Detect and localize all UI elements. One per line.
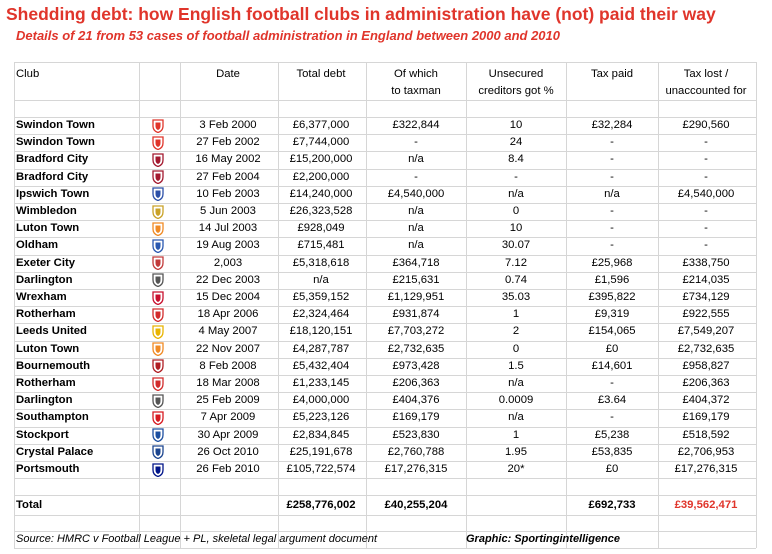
total-debt-cell: £6,377,000 (292, 119, 350, 131)
club-name: Exeter City (16, 256, 76, 269)
date-cell: 18 Mar 2008 (196, 377, 260, 389)
taxman-cell: n/a (408, 222, 424, 235)
date-cell: 18 Apr 2006 (197, 308, 259, 321)
total-debt-cell: £14,240,000 (289, 187, 353, 200)
grid-hline (14, 134, 756, 135)
total-tax-lost-value: £39,562,471 (674, 499, 738, 511)
date-cell: 27 Feb 2004 (196, 170, 260, 183)
grid-hline (14, 272, 756, 273)
unsecured-cell: 1 (512, 428, 520, 441)
taxman-cell: - (414, 170, 418, 183)
total-debt-cell: £5,318,618 (292, 256, 350, 269)
taxman-cell: n/a (408, 153, 424, 166)
header-total-debt: Total debt (296, 68, 346, 80)
grid-vline (566, 62, 567, 548)
grid-hline (14, 375, 756, 376)
tax-lost-cell: £7,549,207 (677, 325, 735, 338)
tax-lost-cell: £338,750 (682, 256, 730, 269)
taxman-cell: £206,363 (392, 377, 440, 389)
grid-hline (14, 427, 756, 428)
unsecured-cell: 8.4 (508, 153, 524, 166)
tax-paid-cell: £395,822 (588, 291, 636, 303)
tax-lost-cell: £922,555 (682, 308, 730, 321)
header-tax-lost-2: unaccounted for (665, 85, 747, 97)
grid-hline (14, 515, 756, 516)
taxman-cell: £215,631 (392, 273, 440, 286)
date-cell: 5 Jun 2003 (200, 205, 256, 217)
header-club: Club (16, 68, 40, 80)
grid-vline (466, 62, 467, 548)
tax-paid-cell: £1,596 (594, 273, 630, 286)
unsecured-cell: 0.0009 (498, 394, 534, 407)
tax-lost-cell: £734,129 (682, 291, 730, 303)
taxman-cell: £7,703,272 (387, 325, 445, 338)
header-unsecured-2: creditors got % (478, 85, 554, 97)
unsecured-cell: 2 (512, 325, 520, 338)
date-cell: 10 Feb 2003 (196, 187, 260, 200)
header-tax-lost-1: Tax lost / (683, 68, 729, 80)
grid-hline (14, 220, 756, 221)
total-debt-cell: £928,049 (297, 222, 345, 235)
club-crest-icon (152, 256, 164, 270)
date-cell: 14 Jul 2003 (198, 222, 258, 235)
unsecured-cell: n/a (508, 377, 524, 389)
grid-hline (14, 358, 756, 359)
unsecured-cell: n/a (508, 187, 524, 200)
tax-lost-cell: £290,560 (682, 119, 730, 131)
taxman-cell: £17,276,315 (384, 463, 448, 475)
header-date: Date (216, 68, 240, 80)
date-cell: 19 Aug 2003 (196, 239, 260, 252)
club-name: Oldham (16, 239, 59, 252)
taxman-cell: £364,718 (392, 256, 440, 269)
grid-hline (14, 151, 756, 152)
club-crest-icon (152, 170, 164, 184)
tax-paid-cell: - (610, 205, 614, 217)
total-debt-cell: £18,120,151 (289, 325, 353, 338)
page-title: Shedding debt: how English football clubs in administration have (not) paid their way (6, 4, 716, 24)
grid-hline (14, 237, 756, 238)
taxman-cell: £2,760,788 (387, 445, 445, 458)
date-cell: 7 Apr 2009 (200, 411, 256, 424)
tax-paid-cell: £53,835 (591, 445, 633, 458)
taxman-cell: £404,376 (392, 394, 440, 407)
tax-paid-cell: £5,238 (594, 428, 630, 441)
total-debt-cell: n/a (313, 273, 329, 286)
tax-paid-cell: - (610, 170, 614, 183)
taxman-cell: - (414, 136, 418, 149)
total-debt-cell: £4,287,787 (292, 342, 350, 355)
total-debt-value: £258,776,002 (286, 499, 356, 511)
taxman-cell: £523,830 (392, 428, 440, 441)
club-name: Wimbledon (16, 205, 77, 217)
header-taxman-1: Of which (394, 68, 438, 80)
club-name: Swindon Town (16, 119, 95, 131)
tax-paid-cell: £14,601 (591, 359, 633, 372)
date-cell: 25 Feb 2009 (196, 394, 260, 407)
unsecured-cell: 1 (512, 308, 520, 321)
total-debt-cell: £4,000,000 (292, 394, 350, 407)
club-crest-icon (152, 273, 164, 287)
tax-lost-cell: £2,706,953 (677, 445, 735, 458)
tax-paid-cell: - (610, 222, 614, 235)
date-cell: 16 May 2002 (195, 153, 261, 166)
tax-lost-cell: £206,363 (682, 377, 730, 389)
club-crest-icon (152, 136, 164, 150)
tax-lost-cell: - (704, 170, 708, 183)
grid-hline (14, 169, 756, 170)
taxman-cell: £2,732,635 (387, 342, 445, 355)
unsecured-cell: 24 (509, 136, 523, 149)
unsecured-cell: - (514, 170, 518, 183)
unsecured-cell: 30.07 (501, 239, 531, 252)
taxman-cell: n/a (408, 205, 424, 217)
taxman-cell: £169,179 (392, 411, 440, 424)
total-debt-cell: £25,191,678 (289, 445, 353, 458)
date-cell: 27 Feb 2002 (196, 136, 260, 149)
club-name: Ipswich Town (16, 187, 90, 200)
tax-paid-cell: - (610, 136, 614, 149)
unsecured-cell: 1.95 (505, 445, 527, 458)
total-label: Total (16, 499, 43, 511)
unsecured-cell: 0 (512, 205, 520, 217)
tax-lost-cell: - (704, 153, 708, 166)
total-debt-cell: £2,200,000 (292, 170, 350, 183)
taxman-cell: n/a (408, 239, 424, 252)
club-name: Portsmouth (16, 463, 80, 475)
tax-paid-cell: £0 (605, 463, 619, 475)
club-name: Darlington (16, 273, 73, 286)
taxman-cell: £322,844 (392, 119, 440, 131)
club-crest-icon (152, 291, 164, 305)
taxman-cell: £4,540,000 (387, 187, 445, 200)
club-crest-icon (152, 239, 164, 253)
unsecured-cell: 1.5 (508, 359, 524, 372)
club-crest-icon (152, 153, 164, 167)
grid-hline (14, 461, 756, 462)
club-crest-icon (152, 308, 164, 322)
club-name: Rotherham (16, 308, 76, 321)
tax-paid-cell: £154,065 (588, 325, 636, 338)
unsecured-cell: 0.74 (505, 273, 527, 286)
total-debt-cell: £26,323,528 (289, 205, 353, 217)
tax-lost-cell: £214,035 (682, 273, 730, 286)
grid-hline (14, 548, 756, 549)
tax-paid-cell: - (610, 239, 614, 252)
date-cell: 2,003 (213, 256, 243, 269)
tax-lost-cell: £518,592 (682, 428, 730, 441)
tax-paid-cell: £0 (605, 342, 619, 355)
date-cell: 8 Feb 2008 (199, 359, 257, 372)
grid-hline (14, 323, 756, 324)
grid-vline (278, 62, 279, 548)
club-crest-icon (152, 428, 164, 442)
tax-paid-cell: £25,968 (591, 256, 633, 269)
date-cell: 30 Apr 2009 (197, 428, 259, 441)
tax-lost-cell: £2,732,635 (677, 342, 735, 355)
header-taxman-2: to taxman (391, 85, 441, 97)
club-name: Swindon Town (16, 136, 95, 149)
total-debt-cell: £15,200,000 (289, 153, 353, 166)
tax-lost-cell: £4,540,000 (677, 187, 735, 200)
grid-hline (14, 289, 756, 290)
tax-paid-cell: - (610, 411, 614, 424)
tax-lost-cell: £17,276,315 (674, 463, 738, 475)
grid-vline (756, 62, 757, 548)
grid-hline (14, 100, 756, 101)
club-crest-icon (152, 445, 164, 459)
tax-paid-cell: n/a (604, 187, 620, 200)
club-name: Wrexham (16, 291, 67, 303)
club-crest-icon (152, 187, 164, 201)
date-cell: 4 May 2007 (198, 325, 258, 338)
date-cell: 3 Feb 2000 (199, 119, 257, 131)
grid-hline (14, 478, 756, 479)
taxman-cell: £931,874 (392, 308, 440, 321)
page-subtitle: Details of 21 from 53 cases of football administration in England between 2000 and 2010 (16, 28, 560, 43)
grid-hline (14, 531, 756, 532)
tax-paid-cell: £32,284 (591, 119, 633, 131)
club-crest-icon (152, 463, 164, 477)
grid-hline (14, 203, 756, 204)
club-crest-icon (152, 342, 164, 356)
tax-lost-cell: - (704, 239, 708, 252)
date-cell: 15 Dec 2004 (195, 291, 261, 303)
club-name: Darlington (16, 394, 73, 407)
grid-hline (14, 409, 756, 410)
header-tax-paid: Tax paid (590, 68, 634, 80)
total-debt-cell: £5,359,152 (292, 291, 350, 303)
total-debt-cell: £5,432,404 (292, 359, 350, 372)
grid-hline (14, 117, 756, 118)
club-name: Luton Town (16, 342, 80, 355)
tax-lost-cell: £958,827 (682, 359, 730, 372)
grid-hline (14, 495, 756, 496)
grid-hline (14, 306, 756, 307)
unsecured-cell: 20* (507, 463, 525, 475)
club-crest-icon (152, 394, 164, 408)
graphic-credit: Graphic: Sportingintelligence (466, 533, 621, 545)
club-name: Leeds United (16, 325, 87, 338)
date-cell: 22 Nov 2007 (195, 342, 261, 355)
taxman-cell: £973,428 (392, 359, 440, 372)
grid-vline (139, 62, 140, 548)
grid-hline (14, 186, 756, 187)
grid-hline (14, 392, 756, 393)
header-unsecured-1: Unsecured (488, 68, 544, 80)
grid-hline (14, 255, 756, 256)
club-crest-icon (152, 325, 164, 339)
unsecured-cell: 10 (509, 222, 523, 235)
unsecured-cell: 10 (509, 119, 523, 131)
club-crest-icon (152, 359, 164, 373)
grid-hline (14, 62, 756, 63)
tax-paid-cell: £9,319 (594, 308, 630, 321)
grid-vline (14, 62, 15, 548)
total-taxman-value: £40,255,204 (384, 499, 448, 511)
grid-vline (658, 62, 659, 548)
total-debt-cell: £2,324,464 (292, 308, 350, 321)
grid-hline (14, 444, 756, 445)
tax-lost-cell: - (704, 205, 708, 217)
club-name: Southampton (16, 411, 89, 424)
club-name: Luton Town (16, 222, 80, 235)
club-crest-icon (152, 411, 164, 425)
tax-paid-cell: - (610, 153, 614, 166)
total-debt-cell: £1,233,145 (292, 377, 350, 389)
total-tax-paid-value: £692,733 (588, 499, 636, 511)
tax-lost-cell: - (704, 136, 708, 149)
total-debt-cell: £2,834,845 (292, 428, 350, 441)
unsecured-cell: 35.03 (501, 291, 531, 303)
tax-lost-cell: £404,372 (682, 394, 730, 407)
total-debt-cell: £7,744,000 (292, 136, 350, 149)
tax-lost-cell: £169,179 (682, 411, 730, 424)
total-debt-cell: £105,722,574 (286, 463, 356, 475)
grid-vline (366, 62, 367, 548)
club-name: Rotherham (16, 377, 76, 389)
source-note: Source: HMRC v Football League + PL, skeletal legal argument document (16, 533, 378, 545)
club-name: Bradford City (16, 153, 89, 166)
date-cell: 26 Feb 2010 (196, 463, 260, 475)
club-name: Bradford City (16, 170, 89, 183)
club-name: Crystal Palace (16, 445, 94, 458)
unsecured-cell: n/a (508, 411, 524, 424)
total-debt-cell: £715,481 (297, 239, 345, 252)
tax-paid-cell: - (610, 377, 614, 389)
taxman-cell: £1,129,951 (387, 291, 445, 303)
club-crest-icon (152, 119, 164, 133)
grid-hline (14, 341, 756, 342)
club-crest-icon (152, 377, 164, 391)
date-cell: 22 Dec 2003 (195, 273, 261, 286)
club-crest-icon (152, 205, 164, 219)
club-name: Bournemouth (16, 359, 91, 372)
date-cell: 26 Oct 2010 (197, 445, 259, 458)
total-debt-cell: £5,223,126 (292, 411, 350, 424)
unsecured-cell: 7.12 (505, 256, 527, 269)
grid-vline (180, 62, 181, 548)
unsecured-cell: 0 (512, 342, 520, 355)
tax-lost-cell: - (704, 222, 708, 235)
club-crest-icon (152, 222, 164, 236)
tax-paid-cell: £3.64 (597, 394, 627, 407)
club-name: Stockport (16, 428, 69, 441)
